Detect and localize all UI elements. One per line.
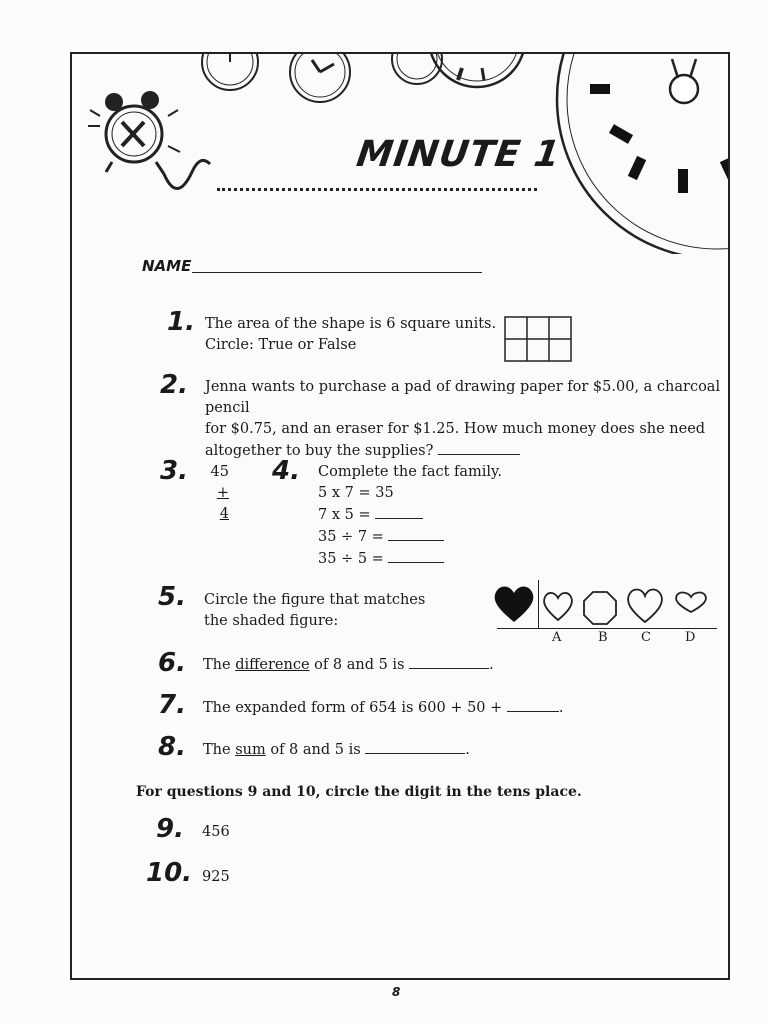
answer-blank[interactable] bbox=[388, 526, 444, 541]
answer-blank[interactable] bbox=[375, 504, 423, 519]
question-4-text: Complete the fact family. 5 x 7 = 35 7 x 5 = 35 ÷ 7 = 35 ÷ 5 = bbox=[318, 464, 502, 567]
heart-icon bbox=[676, 593, 706, 612]
question-number: 1. bbox=[167, 307, 195, 337]
answer-blank[interactable] bbox=[507, 697, 559, 712]
question-number: 4. bbox=[272, 456, 300, 486]
instruction-text: For questions 9 and 10, circle the digit in the tens place. bbox=[136, 784, 582, 800]
octagon-icon bbox=[584, 592, 616, 624]
question-number: 8. bbox=[158, 732, 186, 762]
question-number: 9. bbox=[156, 814, 184, 844]
question-8-text: The sum of 8 and 5 is . bbox=[203, 739, 470, 761]
option-label[interactable]: B bbox=[598, 630, 608, 645]
figure-separator bbox=[538, 580, 539, 628]
name-label: NAME bbox=[142, 257, 192, 275]
figure-options bbox=[492, 582, 722, 630]
figure-baseline bbox=[497, 628, 717, 629]
question-10-value[interactable]: 925 bbox=[202, 869, 230, 885]
option-label[interactable]: A bbox=[552, 630, 562, 645]
answer-blank[interactable] bbox=[438, 440, 520, 455]
small-clock-icon bbox=[202, 54, 258, 90]
question-number: 5. bbox=[158, 582, 186, 612]
question-9-value[interactable]: 456 bbox=[202, 824, 230, 840]
question-1-text: The area of the shape is 6 square units. Circle: True or False bbox=[205, 316, 497, 353]
name-field-line[interactable] bbox=[192, 272, 482, 273]
option-label[interactable]: C bbox=[641, 630, 651, 645]
answer-blank[interactable] bbox=[365, 739, 465, 754]
page-title: MINUTE 1 bbox=[354, 134, 564, 175]
small-clock-icon bbox=[290, 54, 350, 102]
question-number: 3. bbox=[160, 456, 188, 486]
option-label[interactable]: D bbox=[685, 630, 696, 645]
answer-blank[interactable] bbox=[409, 654, 489, 669]
worksheet-frame bbox=[70, 52, 730, 980]
heart-icon bbox=[628, 589, 662, 622]
page-number: 8 bbox=[392, 985, 401, 999]
question-3-addition: 45 + 4 bbox=[210, 464, 229, 522]
answer-blank[interactable] bbox=[388, 548, 444, 563]
alarm-clock-icon bbox=[88, 91, 210, 189]
question-number: 6. bbox=[158, 648, 186, 678]
heart-icon bbox=[544, 593, 572, 620]
question-number: 7. bbox=[158, 690, 186, 720]
question-5-text: Circle the figure that matches the shaded figure: bbox=[204, 592, 426, 629]
title-dotted-rule bbox=[217, 188, 537, 191]
heart-icon bbox=[495, 586, 534, 622]
question-6-text: The difference of 8 and 5 is . bbox=[203, 654, 494, 676]
wall-clock-icon bbox=[557, 54, 730, 254]
question-7-text: The expanded form of 654 is 600 + 50 + . bbox=[203, 697, 564, 719]
medium-clock-icon bbox=[429, 54, 525, 87]
area-grid-shape bbox=[504, 316, 572, 362]
question-2-text: Jenna wants to purchase a pad of drawing paper for $5.00, a charcoal pencil for $0.75, and an eraser for $1.25. How much money does she need altogether to buy the supplies? bbox=[205, 379, 721, 459]
question-number: 10. bbox=[146, 858, 193, 888]
question-number: 2. bbox=[160, 370, 188, 400]
